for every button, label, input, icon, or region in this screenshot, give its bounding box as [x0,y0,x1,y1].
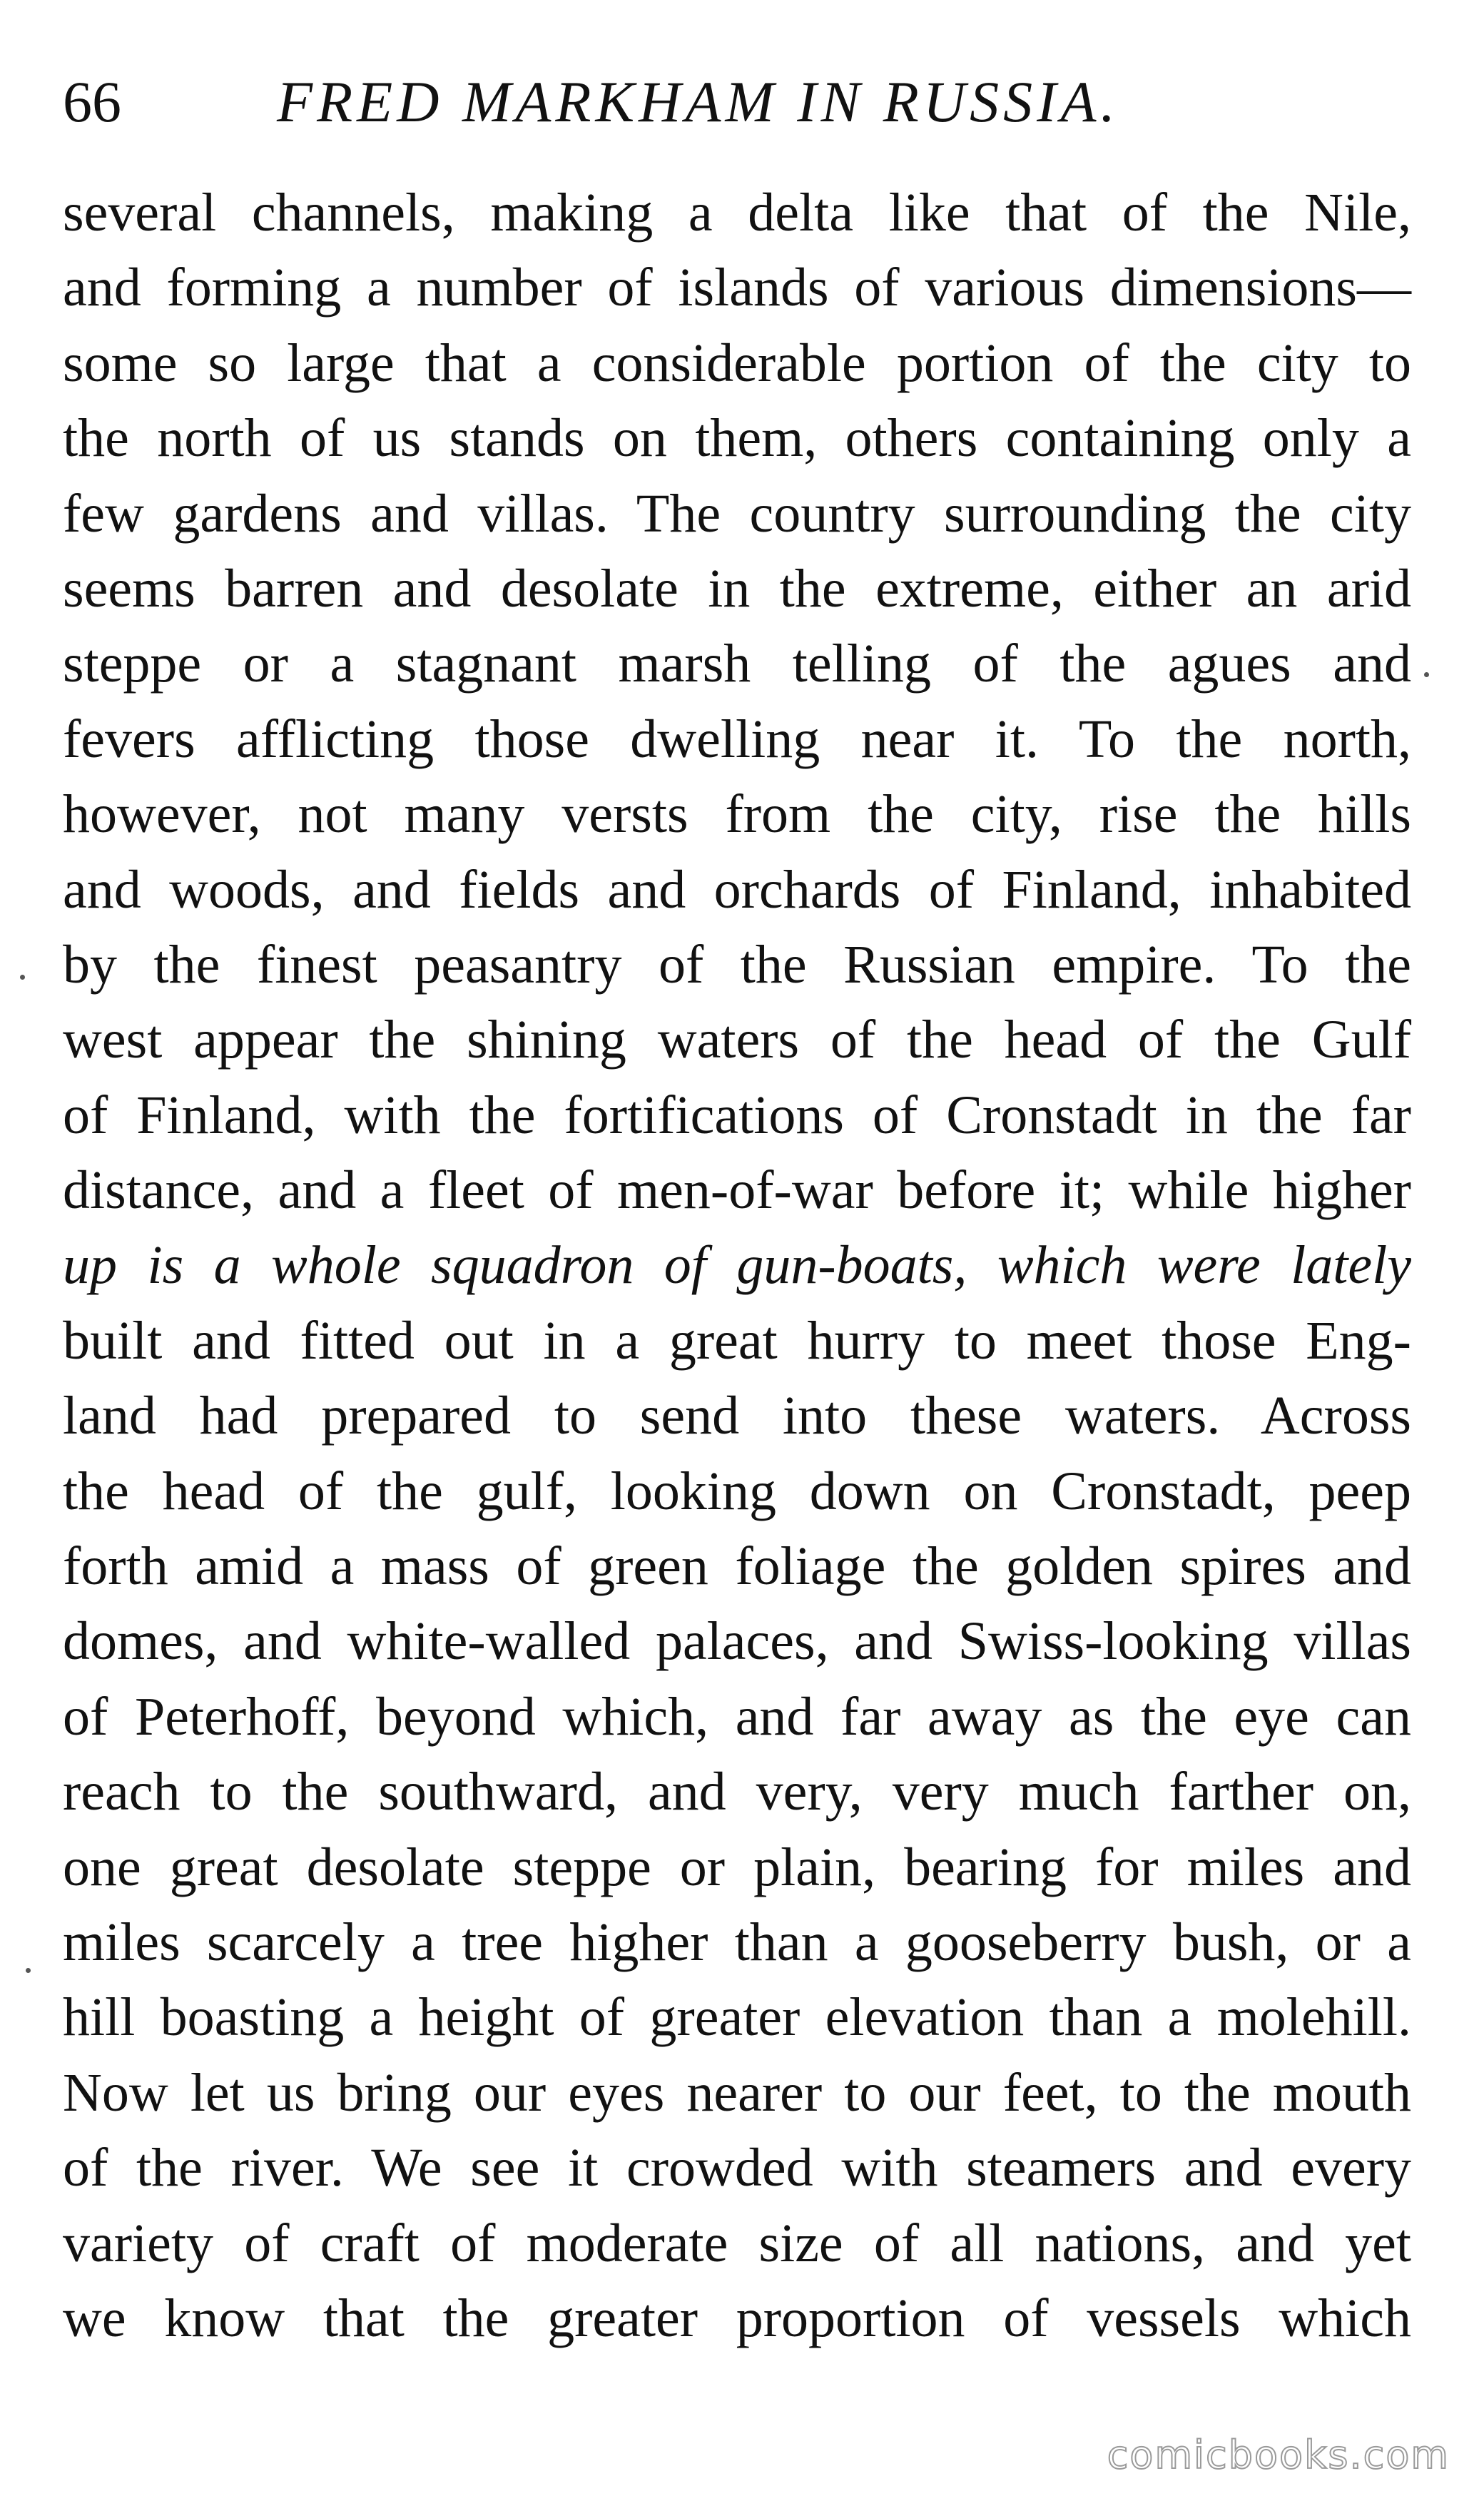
print-speck [26,1968,31,1973]
text-line: reach to the southward, and very, very much farther on, [63,1762,1411,1822]
text-line: variety of craft of moderate size of all nations, and yet [63,2213,1411,2273]
text-line: several channels, making a delta like that of the Nile, [63,183,1411,243]
text-line: forth amid a mass of green foliage the golden spires and [63,1536,1411,1597]
running-title: FRED MARKHAM IN RUSSIA. [277,69,1119,134]
text-line: one great desolate steppe or plain, bearing for miles and [63,1837,1411,1897]
text-line: few gardens and villas. The country surrounding the city [63,483,1411,544]
text-line: fevers afflicting those dwelling near it. To the north, [63,709,1411,769]
page-number: 66 [63,69,121,134]
text-line: some so large that a considerable portion of the city to [63,333,1411,393]
text-line: the north of us stands on them, others containing only a [63,408,1411,469]
text-line: domes, and white-walled palaces, and Swiss-looking villas [63,1611,1411,1672]
text-line: however, not many versts from the city, rise the hills [63,784,1411,845]
text-line: steppe or a stagnant marsh telling of the agues and [63,634,1411,694]
text-line: miles scarcely a tree higher than a gooseberry bush, or a [63,1912,1411,1972]
body-text [63,176,1411,2356]
text-line: we know that the greater proportion of vessels which [63,2288,1411,2348]
text-line: the head of the gulf, looking down on Cronstadt, peep [63,1461,1411,1521]
page-header [63,63,1413,141]
text-line: seems barren and desolate in the extreme, either an arid [63,558,1411,619]
text-line: of Finland, with the fortifications of Cronstadt in the far [63,1085,1411,1145]
text-line: of Peterhoff, beyond which, and far away as the eye can [63,1686,1411,1747]
text-line: west appear the shining waters of the head of the Gulf [63,1010,1411,1070]
text-line: Now let us bring our eyes nearer to our feet, to the mouth [63,2062,1411,2123]
print-speck [20,975,25,980]
text-line: built and fitted out in a great hurry to meet those Eng- [63,1310,1411,1371]
watermark: comicbooks.com [1107,2432,1450,2477]
text-line: and woods, and fields and orchards of Finland, inhabited [63,859,1411,920]
text-line: land had prepared to send into these waters. Across [63,1386,1411,1446]
text-line: of the river. We see it crowded with steamers and every [63,2138,1411,2198]
text-line: and forming a number of islands of various dimensions— [63,258,1411,318]
text-line: up is a whole squadron of gun-boats, which were lately [63,1235,1411,1296]
print-speck [1424,672,1429,677]
text-line: hill boasting a height of greater elevation than a molehill. [63,1987,1411,2048]
text-line: by the finest peasantry of the Russian empire. To the [63,934,1411,995]
text-line: distance, and a fleet of men-of-war before it; while higher [63,1160,1411,1221]
